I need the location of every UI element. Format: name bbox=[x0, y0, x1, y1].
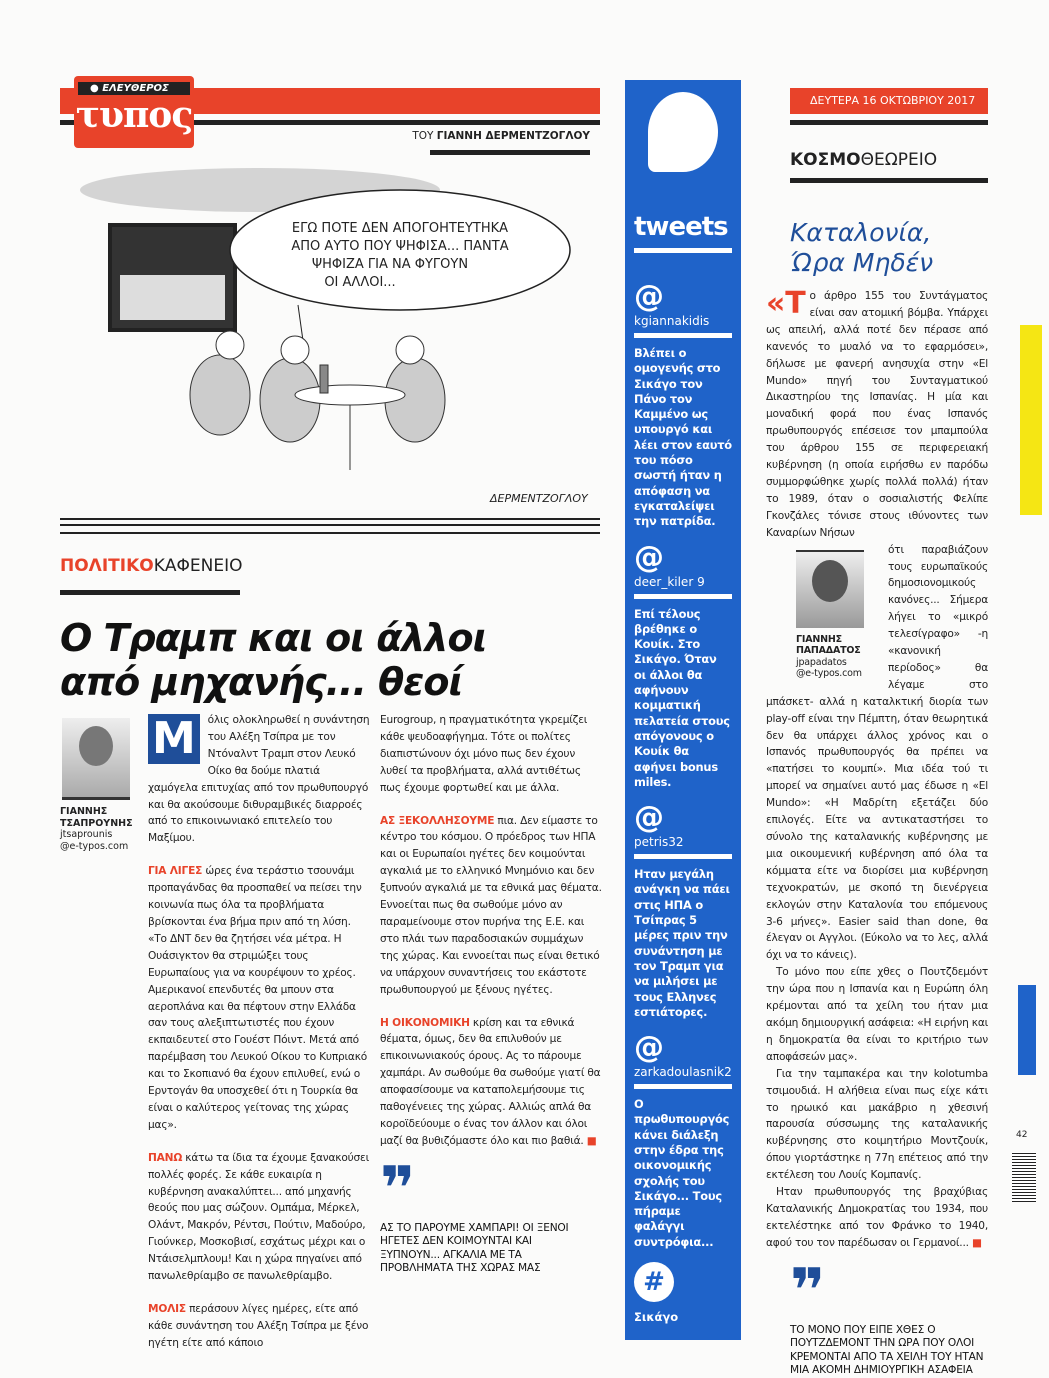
at-icon: @ bbox=[634, 279, 664, 314]
tweets-title: tweets bbox=[634, 212, 728, 242]
tweets-column bbox=[625, 80, 741, 1340]
left-column-2: Eurogroup, η πραγματικότητα γκρεμίζει κάθε ψευδοαφήγημα. Τότε οι πολίτες διαπιστώνουν όχι μόνο πως δεν έχουν λυθεί τα προβλήματα, αλλά αντιθέτως πως έχουμε φορτωθεί και με άλλα. ΑΣ ΞΕΚΟΛΛΗΣΟΥΜΕ πια. Δεν είμαστε το κέντρο του κόσμου. Ο πρόεδρος των ΗΠΑ και οι Ευρωπαίοι ηγέτες δεν κοιμούνται αγκαλιά με το ελληνικό Μνημόνιο και δεν ξυπνούν αγκαλιά με τα εθνικά μας θέματα. Εννοείται πως θα σωθούμε μόνο αν παραμείνουμε στον πυρήνα της Ε.Ε. και στο πλάι των παραδοσιακών συμμάχων της χώρας. Και εννοείται πως είναι θετικό να υπάρχουν συναντήσεις του εκάστοτε πρωθυπουργού με ξένους ηγέτες. Η ΟΙΚΟΝΟΜΙΚΗ κρίση και τα εθνικά θέματα, όμως, δεν θα επιλυθούν με επικοινωνιακούς όρους. Ας το πάρουμε χαμπάρι. Αν σωθούμε θα σωθούμε γιατί θα αποφασίσουμε να καταπολεμήσουμε τις παθογένειες της χώρας. Αλλιώς απλά θα κοροϊδεύουμε ο ένας τον άλλον και όλοι μαζί θα βυθιζόμαστε όλο και πιο βαθιά. ■ ❞ ΑΣ ΤΟ ΠΑΡΟΥΜΕ ΧΑΜΠΑΡΙ! ΟΙ ΞΕΝΟΙ ΗΓΕΤΕΣ ΔΕΝ ΚΟΙΜΟΥΝΤΑΙ ΚΑΙ ΞΥΠΝΟΥΝ... ΑΓΚΑΛΙΑ ΜΕ ΤΑ ΠΡΟΒΛΗΜΑΤΑ ΤΗΣ ΧΩΡΑΣ ΜΑΣ bbox=[380, 714, 602, 1275]
speech-line-3: ΨΗΦΙΖΑ ΓΙΑ ΝΑ ΦΥΓΟΥΝ bbox=[311, 257, 469, 272]
tweet-text: Ηταν μεγάλη ανάγκη να πάει στις ΗΠΑ ο Τσίπρας 5 μέρες πριν την συνάντηση με τον Τραμπ για να μιλήσει με τους Ελληνες εστιάτορες. bbox=[634, 867, 730, 1019]
quote-icon-right: ❞ bbox=[790, 1255, 826, 1326]
at-icon: @ bbox=[634, 800, 664, 836]
pull-quote: ΑΣ ΤΟ ΠΑΡΟΥΜΕ ΧΑΜΠΑΡΙ! ΟΙ ΞΕΝΟΙ ΗΓΕΤΕΣ ΔΕΝ ΚΟΙΜΟΥΝΤΑΙ ΚΑΙ ΞΥΠΝΟΥΝ... ΑΓΚΑΛΙΑ ΜΕ ΤΑ ΠΡΟΒΛΗΜΑΤΑ ΤΗΣ ΧΩΡΑΣ ΜΑΣ bbox=[380, 1221, 569, 1275]
logo-main: τυπος bbox=[75, 94, 193, 136]
dropcap: Μ bbox=[148, 714, 200, 764]
yellow-edge-tab bbox=[1020, 325, 1042, 515]
tweet bbox=[634, 1032, 732, 1262]
cartoon-byline: ΤΟΥ ΓΙΑΝΝΗ ΔΕΡΜΕΝΤΖΟΓΛΟΥ bbox=[412, 130, 590, 142]
author-block: ΓΙΑΝΝΗΣ ΤΣΑΠΡΟΥΝΗΣ jtsaprounis @e-typos.com bbox=[60, 806, 133, 852]
left-column-1: Μ όλις ολοκληρωθεί η συνάντηση του Αλέξη Τσίπρα με τον Ντόναλντ Τραμπ στον Λευκό Οίκο θα δούμε πλατιά χαμόγελα επιτυχίας από τον πρωθυπουργό και θα ακούσουμε διθυραμβικές διαρροές από το επικοινωνιακό επιτελείο του Μαξίμου. ΓΙΑ ΛΙΓΕΣ ώρες ένα τεράστιο τσουνάμι προπαγάνδας θα προσπαθεί να πείσει την κοινωνία πως όλα τα προβλήματα βρίσκονται ένα βήμα πριν από τη λύση. «Το ΔΝΤ δεν θα ζητήσει νέα μέτρα. Η Ουάσιγκτον θα στριμώξει τους Ευρωπαίους για να κουρέψουν το χρέος. Αμερικανοί επενδυτές θα μπουν στα αεροπλάνα και θα πέφτουν στην Ελλάδα σαν τους αλεξιπτωτιστές που έχουν εκπαιδευτεί στο Γουέστ Πόιντ. Μετά από παρέμβαση του Λευκού Οίκου το Κυπριακό και το Σκοπιανό θα έχουν επιλυθεί, ενώ ο Ερντογάν θα υποσχεθεί ότι η Τουρκία θα είναι ο καλύτερος γείτονας της χώρας μας». ΠΑΝΩ κάτω τα ίδια τα έχουμε ξανακούσει πολλές φορές. Σε κάθε ευκαιρία η κυβέρνηση ανακαλύπτει... από μηχανής θεούς που μας σώζουν. Ομπάμα, Μέρκελ, Ολάντ, Μακρόν, Ρέντσι, Πούτιν, Μαδούρο, Γιούνκερ, Μοσκοβισί, εσχάτως μέχρι και ο Ντάισελμπλουμ! Και η χώρα πηγαίνει από πανωλεθρίαμβο σε πανωλεθρίαμβο. ΜΟΛΙΣ περάσουν λίγες ημέρες, είτε από κάθε συνάντηση του Αλέξη Τσίπρα με ξένο ηγέτη είτε από κάποιο bbox=[148, 713, 370, 1349]
quote-icon: ❞ bbox=[380, 1153, 416, 1224]
tweet-handle[interactable]: zarkadoulasnik2 bbox=[634, 1064, 732, 1089]
section-divider bbox=[60, 518, 600, 534]
right-body-top: «Τ ο άρθρο 155 του Συντάγματος είναι σαν ατομική βόμβα. Υπάρχει ως απειλή, αλλά ποτέ δεν πέρασε από κανενός το μυαλό να το εφαρμόσει», δήλωσε με φανερή ανησυχία στην «El Mundo» πηγή του Συνταγματικού Δικαστηρίου της Ισπανίας. Η μία και μοναδική φορά που ένας Ισπανός πρωθυπουργός επέσεισε τον μπαμπούλα του άρθρου 155 σε περιφερειακή κυβέρνηση (η οποία ειρήσθω εν παρόδω συμμορφώθηκε χωρίς πολλά πολλά) ήταν το 1989, όταν ο σοσιαλιστής Φελίπε Γκονζάλες τόνισε στους ιθύνοντες των Καναρίων Νήσων bbox=[766, 286, 988, 539]
author-block-right: ΓΙΑΝΝΗΣ ΠΑΠΑΔΑΤΟΣ jpapadatos @e-typos.com bbox=[796, 633, 862, 680]
speech-line-2: ΑΠΟ ΑΥΤΟ ΠΟΥ ΨΗΦΙΣΑ... ΠΑΝΤΑ bbox=[291, 239, 509, 254]
barcode bbox=[1012, 1152, 1036, 1202]
tweet-text: Βλέπει ο ομογενής στο Σικάγο τον Πάνο τον Καμμένο ως υπουργό και λέει στον εαυτό του πόσο σωστή ήταν η απόφαση να εγκαταλείψει την πατρίδα. bbox=[634, 346, 732, 529]
date-rule bbox=[790, 120, 988, 125]
section-divider-inner bbox=[60, 524, 600, 526]
hashtag-label[interactable]: Σικάγο bbox=[634, 1310, 679, 1325]
tweet-handle[interactable]: kgiannakidis bbox=[634, 313, 732, 338]
tweet-handle[interactable]: deer_kiler 9 bbox=[634, 574, 732, 599]
right-column: «Τ ο άρθρο 155 του Συντάγματος είναι σαν ατομική βόμβα. Υπάρχει ως απειλή, αλλά ποτέ δεν πέρασε από κανενός το μυαλό να το εφαρμόσει», δήλωσε με φανερή ανησυχία στην «El Mundo» πηγή του Συνταγματικού Δικαστηρίου της Ισπανίας. Η μία και μοναδική φορά που ένας Ισπανός πρωθυπουργός επέσεισε τον μπαμπούλα του άρθρου 155 σε περιφερειακή κυβέρνηση (η οποία ειρήσθω εν παρόδω συμμορφώθηκε χωρίς πολλά πολλά) ήταν το 1989, όταν ο σοσιαλιστής Φελίπε Γκονζάλες τόνισε στους ιθύνοντες των Καναρίων Νήσων ΓΙΑΝΝΗΣ ΠΑΠΑΔΑΤΟΣ jpapadatos @e-typos.com ότι παραβιάζουν τους ευρωπαϊκούς δημοσιονομικούς κανόνες... Σήμερα λήγει το «μικρό τελεσίγραφο» -η «κανονική περίοδος» θα λέγαμε στο μπάσκετ- αλλά η καταλκτική διορία των play-off είναι την Πέμπτη, όταν θεωρητικά δεν θα υπάρχει άλλος χρόνος και ο Ισπανός πρωθυπουργός θα πρέπει να «πατήσει το κουμπί». Μια ιδέα τού τι μπορεί να σημαίνει αυτό μας έδωσε η «El Mundo»: «Η Μαδρίτη εξετάζει δύο επιλογές. Είτε να αντικαταστήσει το σύνολο της καταλανικής κυβέρνησης με μια οικουμενική κυβέρνηση από όλα τα κόμματα είτε να διορίσει μια κυβέρνηση τεχνοκρατών, με σκοπό τη διενέργεια εκλογών στην Καταλονία του επόμενους 3-6 μήνες». Easier said than done, θα έλεγαν οι Αγγλοι. (Εύκολο να το λες, αλλά όχι να το κάνεις). Το μόνο που είπε χθες ο Πουτζδεμόντ την ώρα που η Ισπανία και η Ευρώπη όλη κρέμονται από τα χείλη του ήταν μια ακόμη δημιουργική ασάφεια: «Η ειρήνη και η δημοκρατία θα είναι το κριτήριο των αποφάσεών μας». Για την ταμπακέρα και την kolotumba τσιμουδιά. Η αλήθεια είναι πως είχε κάτι το ηρωικό και μακάβριο η χθεσινή παρουσία σύσσωμης της καταλανικής κυβέρνησης στο κοιμητήριο Μοντζουίκ, όπου γιορτάστηκε η 77η επέτειος από την εκτέλεση του Λουίς Κομπανίς. Ηταν πρωθυπουργός της βραχύβιας Καταλανικής Δημοκρατίας του 1934, που εκτελέστηκε από τον Φράνκο το 1940, αφού του τον παρέδωσαν οι Γερμανοί... ■ ❞ ΤΟ ΜΟΝΟ ΠΟΥ ΕΙΠΕ ΧΘΕΣ Ο ΠΟΥΤΖΔΕΜΟΝΤ ΤΗΝ ΩΡΑ ΠΟΥ ΟΛΟΙ ΚΡΕΜΟΝΤΑΙ ΑΠΟ ΤΑ ΧΕΙΛΗ ΤΟΥ ΗΤΑΝ ΜΙΑ ΑΚΟΜΗ ΔΗΜΙΟΥΡΓΙΚΗ ΑΣΑΦΕΙΑ bbox=[766, 286, 988, 1377]
bird-icon bbox=[648, 92, 718, 172]
section-label-right: ΚΟΣΜΟΘΕΩΡΕΙΟ bbox=[790, 150, 938, 170]
tweet-handle[interactable]: petris32 bbox=[634, 834, 732, 859]
cartoon-signature: ΔΕΡΜΕΝΤΖΟΓΛΟΥ bbox=[490, 492, 588, 505]
author-photo-right bbox=[796, 550, 864, 628]
section-label: ΠΟΛΙΤΙΚΟΚΑΦΕΝΕΙΟ bbox=[60, 556, 243, 576]
cartoon bbox=[60, 160, 600, 515]
section-underline-right bbox=[790, 178, 988, 183]
right-body-inset: ότι παραβιάζουν τους ευρωπαϊκούς δημοσιονομικούς κανόνες... Σήμερα λήγει το «μικρό τελεσίγραφο» -η «κανονική περίοδος» θα λέγαμε στο μπάσκετ- αλλά η καταλκτική διορία των play-off είναι την Πέμπτη, όταν θεωρητικά δεν θα υπάρχει άλλος bbox=[766, 543, 988, 742]
at-icon: @ bbox=[634, 539, 664, 575]
author-photo bbox=[62, 718, 130, 800]
tweet-text: Επί τέλους βρέθηκε ο Κουίκ. Στο Σικάγο. Όταν οι άλλοι θα αφήνουν κομματική πελατεία στους απόγονους ο Κουίκ θα αφήνει bonus miles. bbox=[634, 606, 730, 789]
hashtag-icon: # bbox=[634, 1262, 674, 1302]
tweets-rule bbox=[634, 248, 732, 253]
speech-line-1: ΕΓΩ ΠΟΤΕ ΔΕΝ ΑΠΟΓΟΗΤΕΥΤΗΚΑ bbox=[291, 221, 509, 236]
page-number: 42 bbox=[1016, 1130, 1028, 1140]
tweet-text: Ο πρωθυπουργός κάνει διάλεξη στην έδρα της οικονομικής σχολής του Σικάγο... Τους πήραμε φαλάγγι συντρόφια... bbox=[634, 1097, 730, 1249]
logo bbox=[74, 76, 194, 148]
tweet bbox=[634, 802, 732, 1032]
date-bar: ΔΕΥΤΕΡΑ 16 ΟΚΤΩΒΡΙΟΥ 2017 bbox=[790, 88, 988, 114]
author-box-right bbox=[796, 550, 880, 680]
right-headline: Καταλονία, Ώρα Μηδέν bbox=[790, 218, 934, 277]
blue-edge-tab bbox=[1018, 985, 1036, 1075]
tweet bbox=[634, 539, 732, 803]
section-underline bbox=[60, 590, 240, 595]
right-body-continued: χρόνος και ο Ισπανός πρωθυπουργός θα πρέπει να «πατήσει το κουμπί». Μια ιδέα τού τι μπορεί να σημαίνει αυτό μας έδωσε η «El Mundo»: «Η Μαδρίτη εξετάζει δύο επιλογές. Είτε να αντικαταστήσει το σύνολο της καταλανικής κυβέρνησης με μια οικουμενική κυβέρνηση από όλα τα κόμματα είτε να διορίσει μια κυβέρνηση τεχνοκρατών, με σκοπό τη διενέργεια εκλογών στην Καταλονία του επόμενους 3-6 μήνες». Easier said than done, θα έλεγαν οι Αγγλοι. (Εύκολο να το λες, αλλά όχι να το κάνεις). bbox=[766, 729, 988, 962]
speech-line-4: ΟΙ ΑΛΛΟΙ... bbox=[324, 275, 396, 290]
pull-quote-right: ΤΟ ΜΟΝΟ ΠΟΥ ΕΙΠΕ ΧΘΕΣ Ο ΠΟΥΤΖΔΕΜΟΝΤ ΤΗΝ ΩΡΑ ΠΟΥ ΟΛΟΙ ΚΡΕΜΟΝΤΑΙ ΑΠΟ ΤΑ ΧΕΙΛΗ ΤΟΥ ΗΤΑΝ ΜΙΑ ΑΚΟΜΗ ΔΗΜΙΟΥΡΓΙΚΗ ΑΣΑΦΕΙΑ bbox=[790, 1323, 984, 1377]
quote-mark: «Τ bbox=[766, 286, 806, 321]
tweet bbox=[634, 281, 732, 542]
headline: Ο Τραμπ και οι άλλοι από μηχανής... θεοί bbox=[60, 616, 487, 704]
byline-rule bbox=[430, 150, 590, 155]
at-icon: @ bbox=[634, 1030, 664, 1066]
logo-top: ● ΕΛΕΥΘΕΡΟΣ bbox=[78, 82, 190, 95]
